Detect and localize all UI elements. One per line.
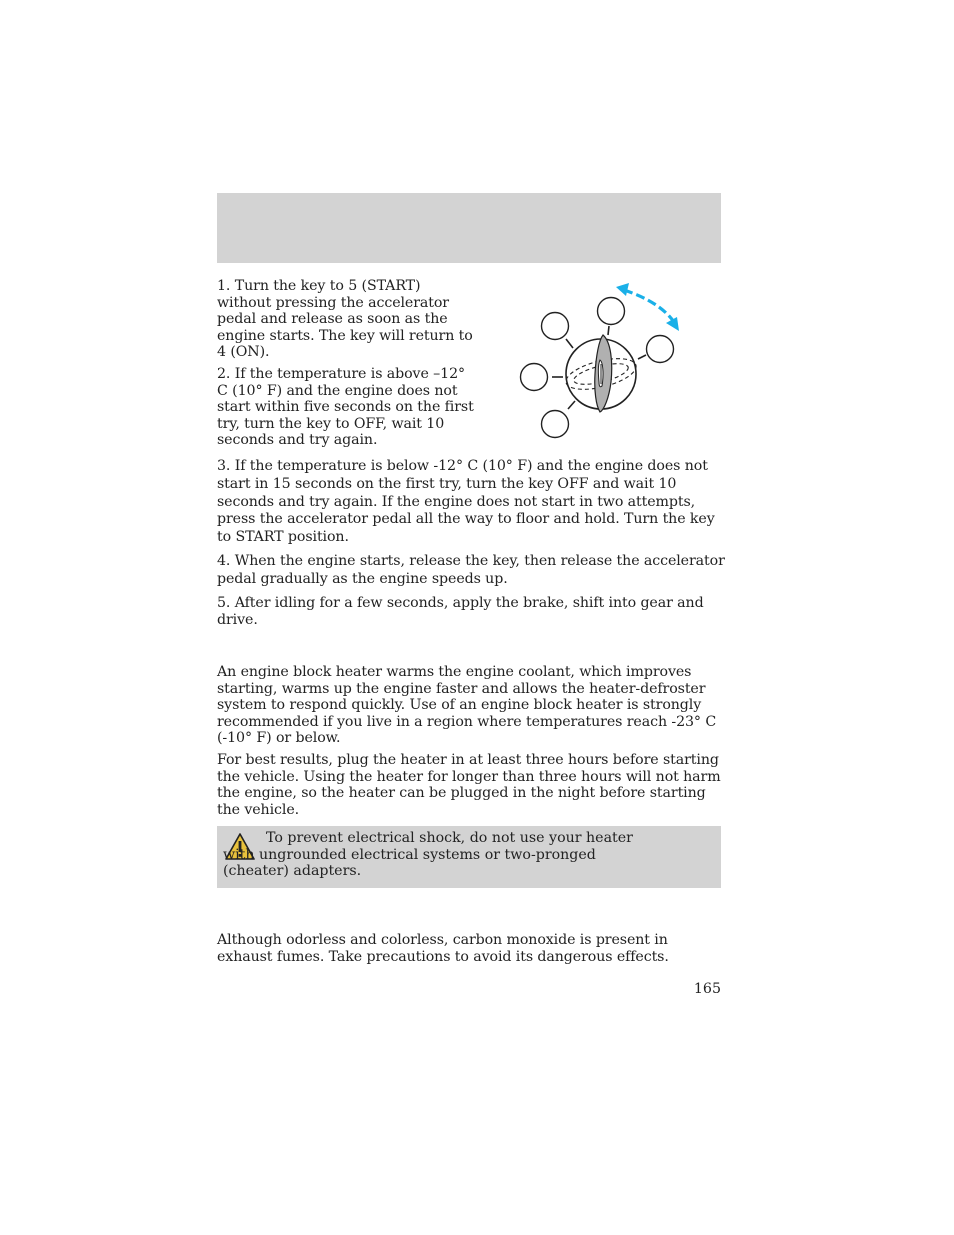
carbon-monoxide-para: Although odorless and colorless, carbon monoxide is present in exhaust fumes. Take precautions to avoid its dangerous effects. [217, 932, 669, 965]
block-heater-para-1: An engine block heater warms the engine coolant, which improves starting, warms up the engine faster and allows the heater-defroster system to respond quickly. Use of an engine block heater is strongly recommended if you live in a region where temperatures reach -23° C (-10° F) or below. [217, 664, 717, 747]
block-heater-para-2: For best results, plug the heater in at least three hours before starting the vehicle. Using the heater for longer than three hours will not harm the engine, so the heater can be plugged in the night before starting the vehicle. [217, 752, 721, 818]
page-number: 165 [693, 981, 721, 997]
ignition-switch-illustration [512, 278, 682, 443]
step-2-text: 2. If the temperature is above –12° C (10° F) and the engine does not start within five seconds on the first try, turn the key to OFF, wait 10 seconds and try again. [217, 366, 474, 449]
position-circle-1 [542, 313, 569, 340]
position-circle-5 [542, 411, 569, 438]
step-1-text: 1. Turn the key to 5 (START) without pressing the accelerator pedal and release as soon as the engine starts. The key will return to 4 (ON). [217, 278, 473, 361]
section-header-band [217, 193, 721, 263]
step-3-text: 3. If the temperature is below -12° C (10° F) and the engine does not start in 15 seconds on the first try, turn the key OFF and wait 10 seconds and try again. If the engine does not start in two attempts, press the accelerator pedal all the way to floor and hold. Turn the key to START position. [217, 458, 715, 546]
warning-box [217, 826, 721, 888]
warning-text: To prevent electrical shock, do not use your heater with ungrounded electrical systems or two-pronged (cheater) adapters. [223, 830, 633, 880]
rotation-arrow-icon [624, 290, 674, 322]
step-5-text: 5. After idling for a few seconds, apply the brake, shift into gear and drive. [217, 595, 704, 628]
position-circle-3 [647, 336, 674, 363]
position-circle-2 [598, 298, 625, 325]
position-circle-4 [521, 364, 548, 391]
step-4-text: 4. When the engine starts, release the key, then release the accelerator pedal gradually as the engine speeds up. [217, 553, 725, 587]
